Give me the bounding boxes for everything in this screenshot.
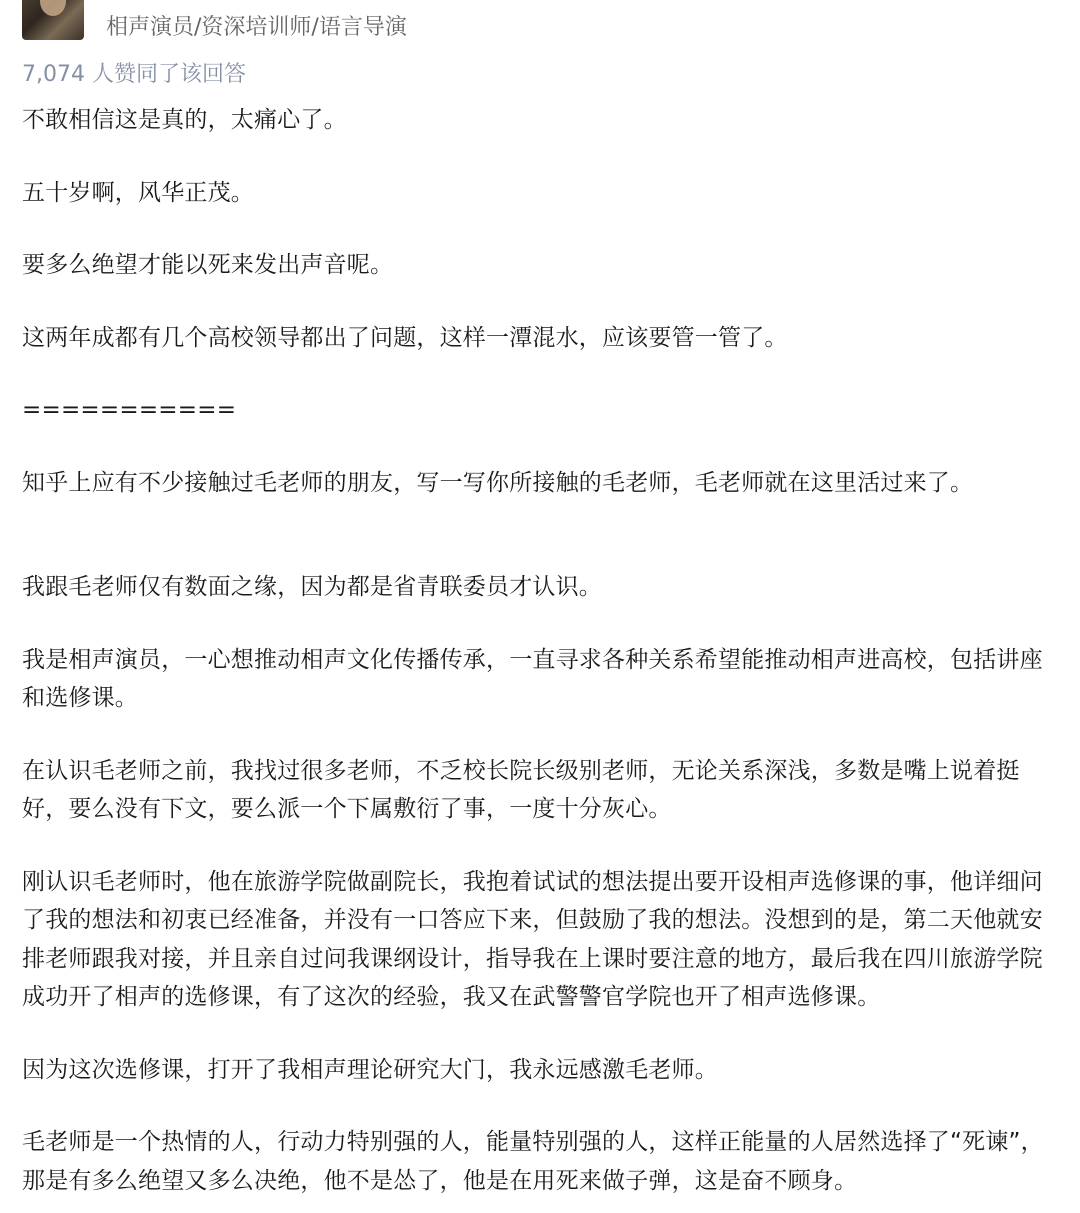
paragraph-spacer (22, 357, 1062, 391)
paragraph-spacer (22, 718, 1062, 752)
paragraph-spacer (22, 212, 1062, 246)
author-headline: 相声演员/资深培训师/语言导演 (106, 15, 407, 40)
paragraph-spacer (22, 1017, 1062, 1051)
answer-paragraph: 不敢相信这是真的，太痛心了。 (22, 107, 347, 133)
paragraph-spacer (22, 430, 1062, 464)
paragraph-spacer (22, 829, 1062, 863)
paragraph-spacer (22, 502, 1062, 568)
answer-paragraph: 在认识毛老师之前，我找过很多老师，不乏校长院长级别老师，无论关系深浅，多数是嘴上说着挺好，要么没有下文，要么派一个下属敷衍了事，一度十分灰心。 (22, 757, 1020, 822)
answer-paragraph: 刚认识毛老师时，他在旅游学院做副院长，我抱着试试的想法提出要开设相声选修课的事，他详细问了我的想法和初衷已经准备，并没有一口答应下来，但鼓励了我的想法。没想到的是，第二天他就安排老师跟我对接，并且亲自过问我课纲设计，指导我在上课时要注意的地方，最后我在四川旅游学院成功开了相声的选修课，有了这次的经验，我又在武警警官学院也开了相声选修课。 (22, 868, 1043, 1010)
section-divider: =========== (22, 397, 237, 423)
paragraph-spacer (22, 285, 1062, 319)
author-name[interactable] (106, 0, 407, 10)
answer-paragraph: 我跟毛老师仅有数面之缘，因为都是省青联委员才认识。 (22, 574, 602, 600)
paragraph-spacer (22, 1089, 1062, 1123)
answer-paragraph: 我是相声演员，一心想推动相声文化传播传承，一直寻求各种关系希望能推动相声进高校，包括讲座和选修课。 (22, 646, 1043, 711)
answer-paragraph: 因为这次选修课，打开了我相声理论研究大门，我永远感激毛老师。 (22, 1056, 718, 1083)
answer-paragraph: 知乎上应有不少接触过毛老师的朋友，写一写你所接触的毛老师，毛老师就在这里活过来了。 (22, 469, 974, 496)
answer-paragraph: 要多么绝望才能以死来发出声音呢。 (22, 252, 394, 278)
author-info (22, 0, 407, 42)
author-text (106, 0, 407, 42)
paragraph-spacer (22, 607, 1062, 641)
answer-paragraph: 五十岁啊，风华正茂。 (22, 179, 254, 206)
answer-paragraph: 这两年成都有几个高校领导都出了问题，这样一潭混水，应该要管一管了。 (22, 324, 788, 351)
vote-count: 7,074 人赞同了该回答 (22, 62, 246, 87)
answer-paragraph: 毛老师是一个热情的人，行动力特别强的人，能量特别强的人，这样正能量的人居然选择了“死谏”，那是有多么绝望又多么决绝，他不是怂了，他是在用死来做子弹，这是奋不顾身。 (22, 1129, 1044, 1194)
paragraph-spacer (22, 140, 1062, 174)
answer-content (22, 101, 1062, 1200)
author-avatar[interactable] (22, 0, 84, 40)
